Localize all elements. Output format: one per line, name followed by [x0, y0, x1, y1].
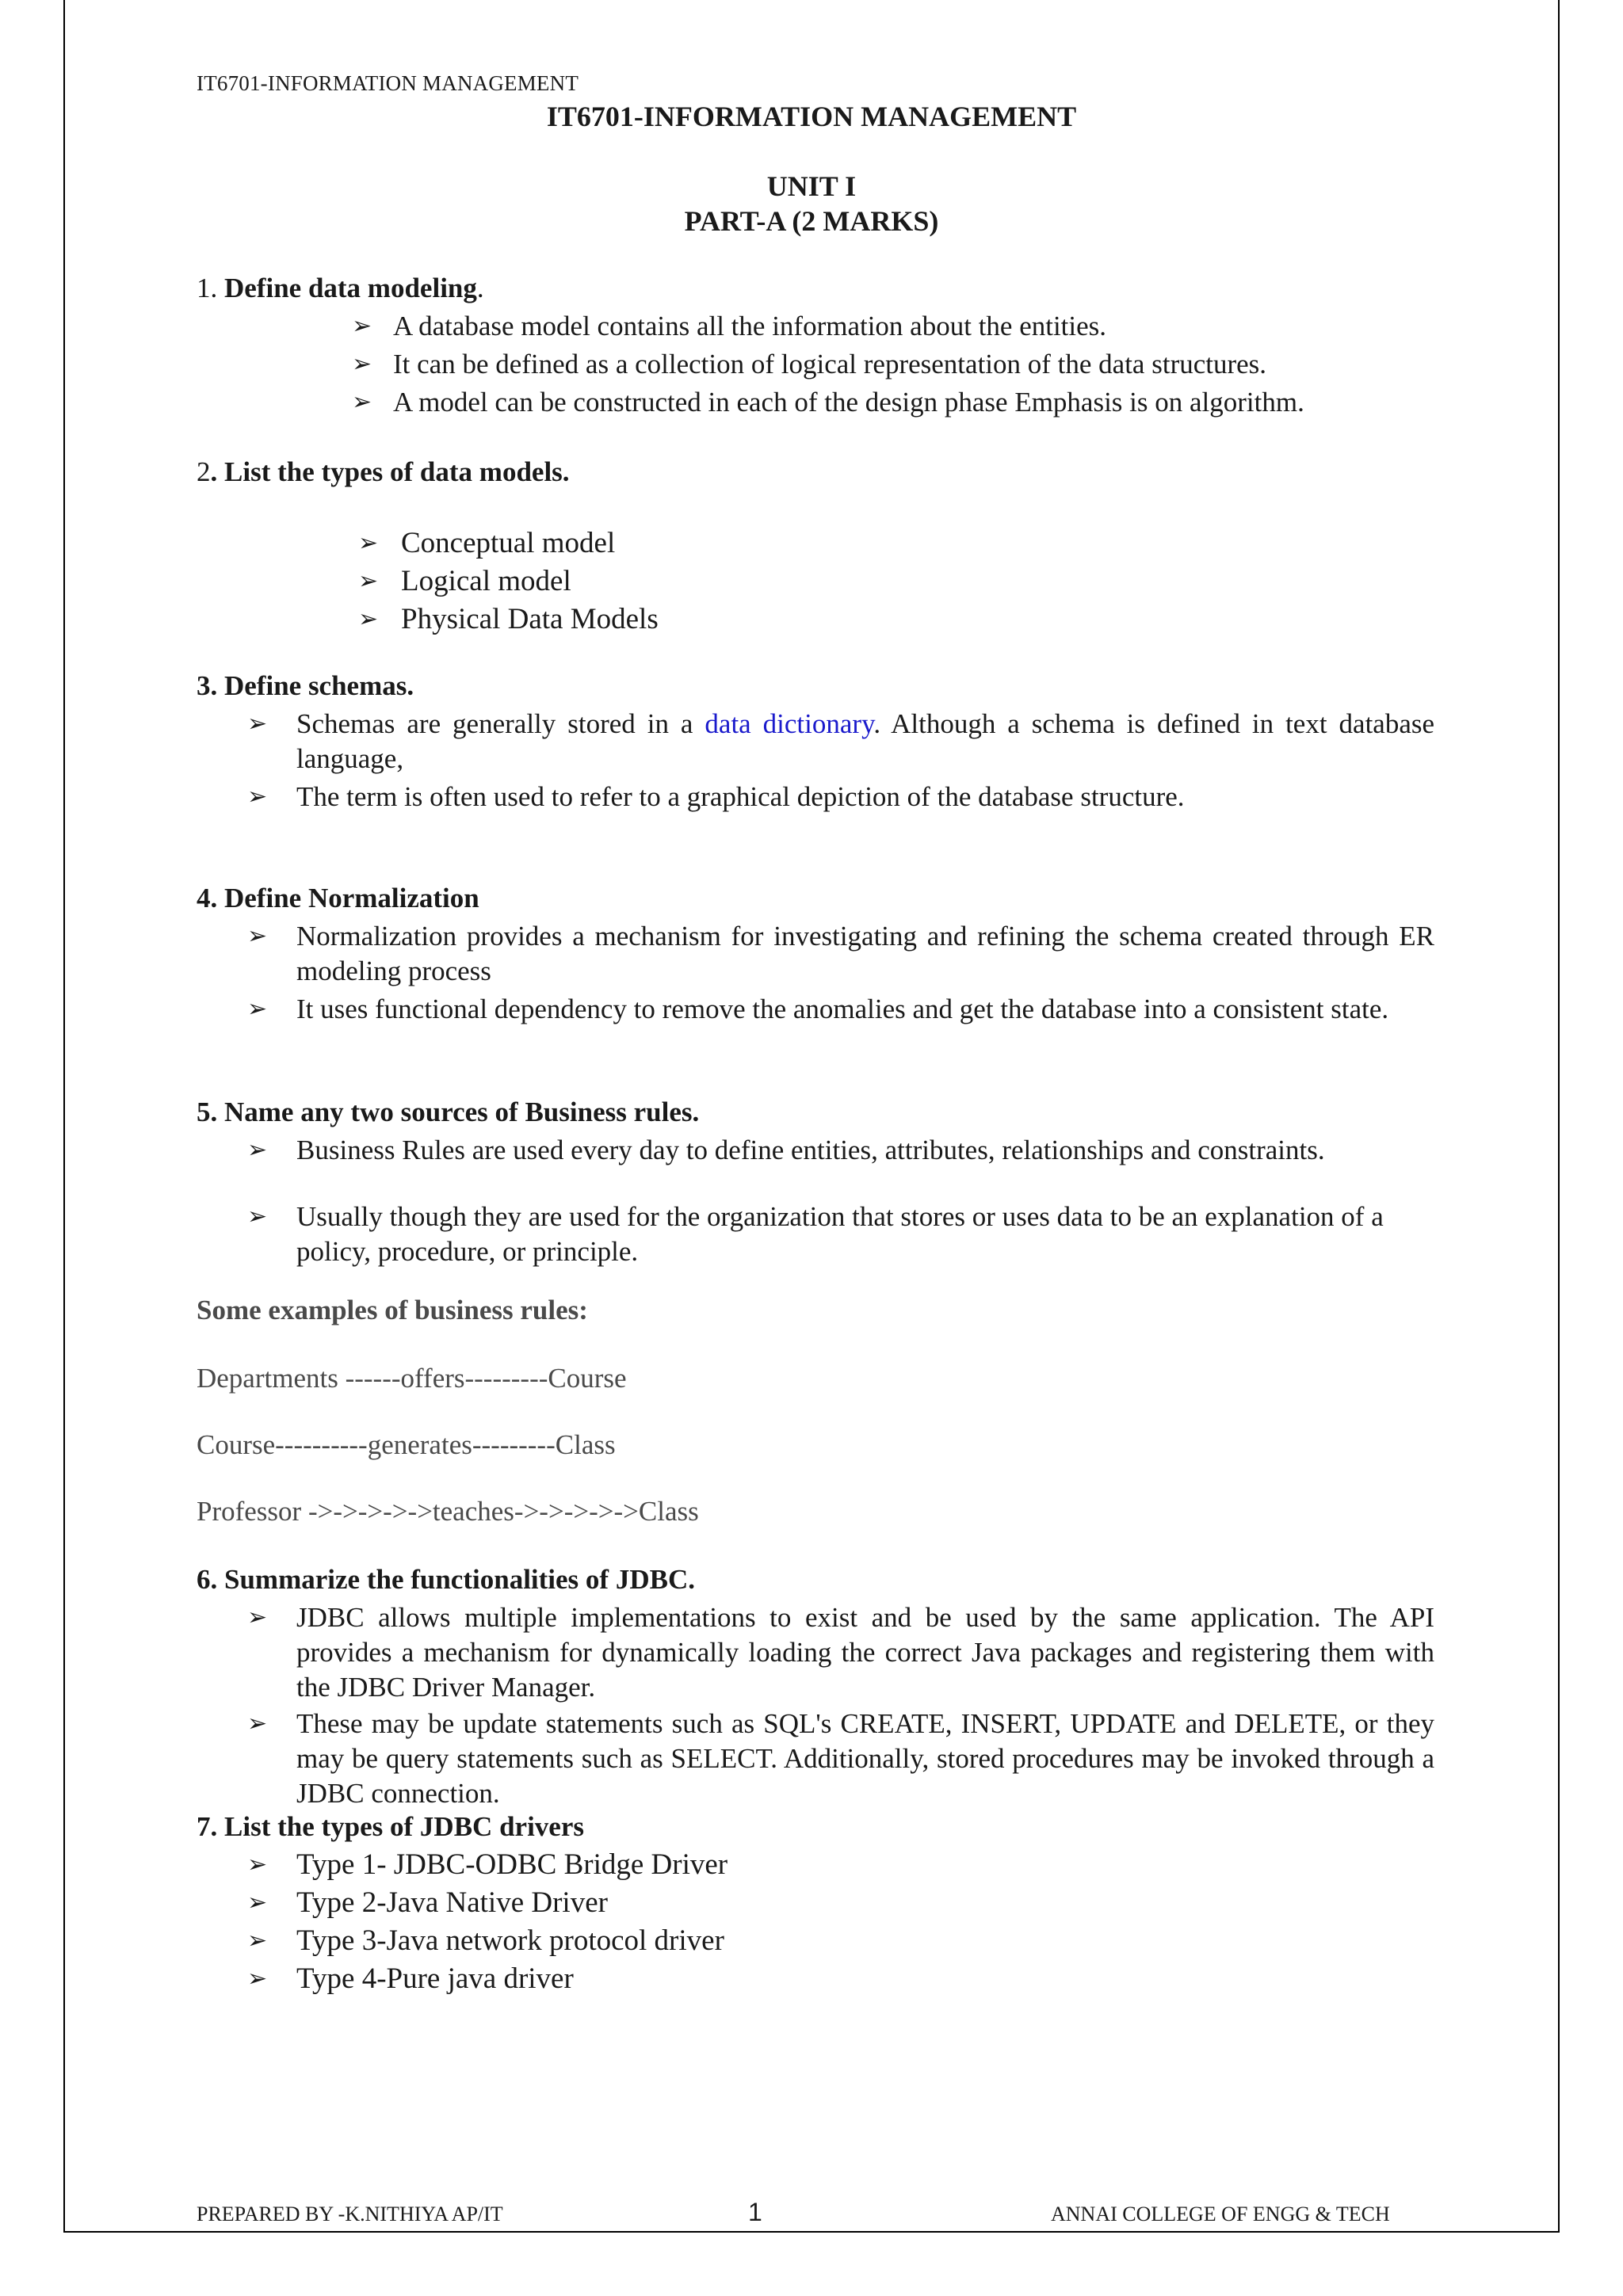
business-rule-example: Departments ------offers---------Course	[197, 1363, 627, 1394]
arrow-bullet-icon: ➢	[247, 711, 268, 737]
arrow-bullet-icon: ➢	[352, 313, 372, 339]
running-header: IT6701-INFORMATION MANAGEMENT	[197, 71, 579, 95]
question-4-title: 4. Define Normalization	[197, 883, 479, 913]
question-7-title: 7. List the types of JDBC drivers	[197, 1811, 584, 1842]
question-6-title: 6. Summarize the functionalities of JDBC.	[197, 1564, 695, 1595]
question-3-title: 3. Define schemas.	[197, 670, 414, 701]
page-number: 1	[748, 2198, 762, 2226]
arrow-bullet-icon: ➢	[352, 389, 372, 415]
question-2-title: 2. List the types of data models.	[197, 456, 570, 487]
data-dictionary-link[interactable]: data dictionary	[705, 708, 874, 739]
arrow-bullet-icon: ➢	[247, 1604, 268, 1630]
question-3-bullet: ➢ Schemas are generally stored in a data dictionary. Although a schema is defined in text database language,	[247, 708, 1435, 774]
arrow-bullet-icon: ➢	[247, 1890, 268, 1916]
arrow-bullet-icon: ➢	[352, 351, 372, 377]
arrow-bullet-icon: ➢	[247, 923, 268, 949]
business-rule-example: Course----------generates---------Class	[197, 1429, 616, 1460]
arrow-bullet-icon: ➢	[247, 1711, 268, 1737]
unit-heading: UNIT I	[766, 170, 857, 202]
arrow-bullet-icon: ➢	[247, 1137, 268, 1163]
arrow-bullet-icon: ➢	[358, 606, 379, 632]
question-1-title: 1. Define data modeling.	[197, 273, 484, 303]
business-rules-examples-heading: Some examples of business rules:	[197, 1295, 588, 1325]
question-5-title: 5. Name any two sources of Business rules.	[197, 1097, 700, 1127]
footer-prepared-by: PREPARED BY -K.NITHIYA AP/IT	[197, 2203, 503, 2225]
arrow-bullet-icon: ➢	[358, 530, 379, 556]
arrow-bullet-icon: ➢	[358, 568, 379, 594]
document-title: IT6701-INFORMATION MANAGEMENT	[546, 101, 1077, 132]
arrow-bullet-icon: ➢	[247, 1852, 268, 1878]
part-heading: PART-A (2 MARKS)	[684, 205, 939, 237]
business-rule-example: Professor ->->->->->teaches->->->->->Class	[197, 1496, 699, 1527]
arrow-bullet-icon: ➢	[247, 1203, 268, 1230]
footer-college: ANNAI COLLEGE OF ENGG & TECH	[1051, 2203, 1390, 2225]
arrow-bullet-icon: ➢	[247, 996, 268, 1022]
arrow-bullet-icon: ➢	[247, 1928, 268, 1954]
arrow-bullet-icon: ➢	[247, 1966, 268, 1992]
arrow-bullet-icon: ➢	[247, 784, 268, 810]
